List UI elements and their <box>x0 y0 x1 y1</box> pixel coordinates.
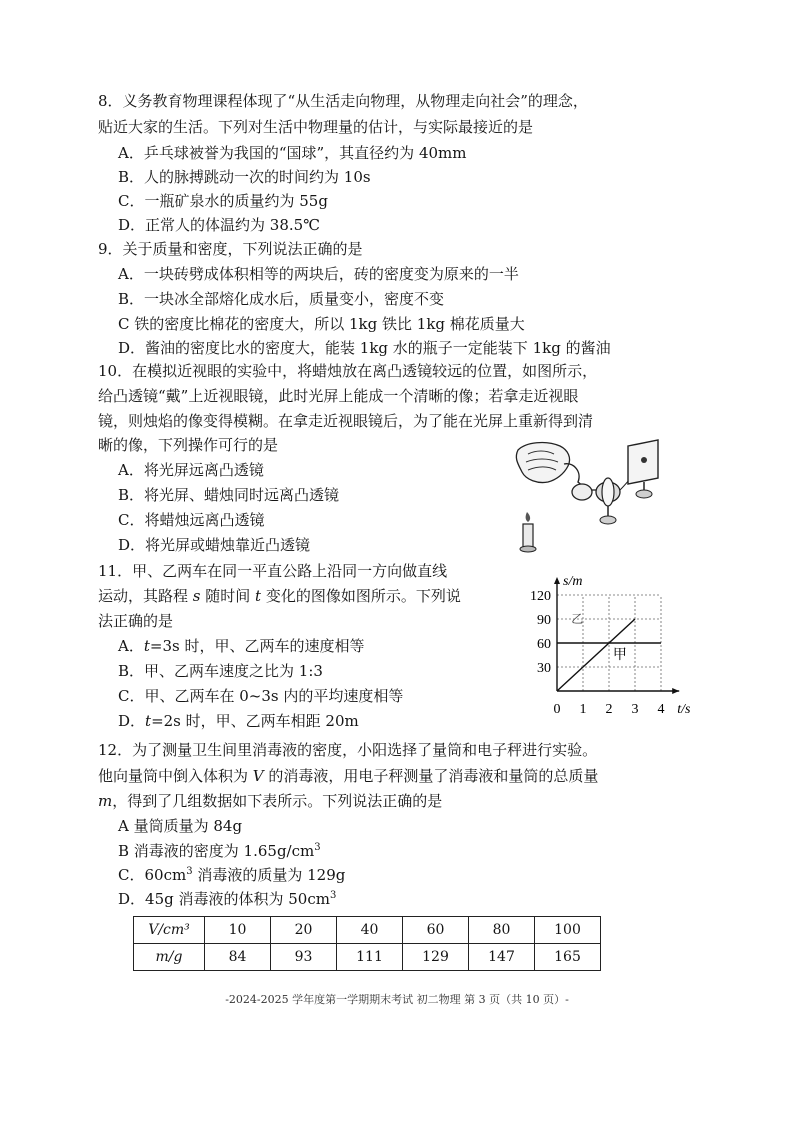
q8-stem-line1: 8．义务教育物理课程体现了“从生活走向物理，从物理走向社会”的理念， <box>98 92 588 110</box>
q12-text-part: ，得到了几组数据如下表所示。下列说法正确的是 <box>112 792 443 810</box>
superscript: 3 <box>329 890 337 901</box>
q10-option-d: D．将光屏或蜡烛靠近凸透镜 <box>118 536 311 554</box>
q9-stem: 9．关于质量和密度，下列说法正确的是 <box>98 240 363 258</box>
superscript: 3 <box>186 866 193 877</box>
q9-option-c: C 铁的密度比棉花的密度大，所以 1kg 铁比 1kg 棉花质量大 <box>118 315 525 333</box>
q10-stem-line2: 给凸透镜“戴”上近视眼镜，此时光屏上能成一个清晰的像；若拿走近视眼 <box>98 387 579 405</box>
q8-option-c: C．一瓶矿泉水的质量约为 55g <box>118 192 328 210</box>
hand-illustration <box>516 443 569 483</box>
q11-d-text: =2s 时，甲、乙两车相距 20m <box>151 712 359 730</box>
q12-option-b <box>118 840 321 862</box>
y-axis-label: s/m <box>563 574 583 589</box>
q10-stem-line4: 晰的像，下列操作可行的是 <box>98 436 279 454</box>
volume-mass-table <box>133 916 601 971</box>
convex-lens <box>602 478 614 506</box>
superscript: 3 <box>314 842 321 853</box>
table-cell: 84 <box>205 944 271 971</box>
table-cell: 147 <box>469 944 535 971</box>
q8-option-d: D．正常人的体温约为 38.5℃ <box>118 216 320 234</box>
glasses-lens-left <box>572 484 592 500</box>
y-tick-label: 120 <box>530 589 551 604</box>
q10-option-b: B．将光屏、蜡烛同时远离凸透镜 <box>118 486 340 504</box>
table-cell: 100 <box>535 917 601 944</box>
candle-icon <box>520 512 536 552</box>
q12-d-text: D．45g 消毒液的体积为 50cm <box>118 890 330 908</box>
q9-option-b: B．一块冰全部熔化成水后，质量变小，密度不变 <box>118 290 445 308</box>
table-cell: 93 <box>271 944 337 971</box>
q11-stem-line1: 11．甲、乙两车在同一平直公路上沿同一方向做直线 <box>98 562 448 580</box>
x-tick-label: 4 <box>657 702 665 717</box>
q12-b-text: B 消毒液的密度为 1.65g/cm <box>118 842 315 860</box>
screen-stand-base <box>636 490 652 498</box>
q11-a-prefix: A． <box>118 637 144 655</box>
q8-stem-line2: 贴近大家的生活。下列对生活中物理量的估计，与实际最接近的是 <box>98 118 534 136</box>
q10-stem-line1: 10．在模拟近视眼的实验中，将蜡烛放在离凸透镜较远的位置，如图所示， <box>98 362 598 380</box>
q12-c-text: 消毒液的质量为 129g <box>192 866 346 884</box>
var-m: m <box>98 792 113 810</box>
page-footer: -2024-2025 学年度第一学期期末考试 初二物理 第 3 页（共 10 页）- <box>225 993 569 1006</box>
q10-stem-line3: 镜，则烛焰的像变得模糊。在拿走近视眼镜后，为了能在光屏上重新得到清 <box>98 412 594 430</box>
q11-option-a <box>118 635 364 657</box>
y-tick-label: 60 <box>537 637 551 652</box>
q11-stem-line3: 法正确的是 <box>98 612 174 630</box>
series-label-yi: 乙 <box>571 612 584 626</box>
q12-c-text: C．60cm <box>118 866 187 884</box>
q11-option-b: B．甲、乙两车速度之比为 1:3 <box>118 662 323 680</box>
q12-option-a: A 量筒质量为 84g <box>118 817 243 835</box>
q12-text-part: 他向量筒中倒入体积为 <box>98 767 253 785</box>
q11-option-c: C．甲、乙两车在 0~3s 内的平均速度相等 <box>118 687 404 705</box>
q8-option-b: B．人的脉搏跳动一次的时间约为 10s <box>118 168 371 186</box>
table-cell: 80 <box>469 917 535 944</box>
series-label-jia: 甲 <box>612 648 627 663</box>
x-axis-arrow <box>672 688 679 694</box>
q11-text-part: 随时间 <box>200 587 256 605</box>
q11-text-part: 运动，其路程 <box>98 587 193 605</box>
q11-option-d <box>118 710 359 732</box>
x-tick-label: 2 <box>605 702 613 717</box>
x-tick-label: 0 <box>553 702 561 717</box>
q10-option-c: C．将蜡烛远离凸透镜 <box>118 511 265 529</box>
q12-text-part: 的消毒液，用电子秤测量了消毒液和量筒的总质量 <box>263 767 599 785</box>
y-tick-label: 30 <box>537 661 551 676</box>
q10-option-a: A．将光屏远离凸透镜 <box>118 461 264 479</box>
q11-text-part: 变化的图像如图所示。下列说 <box>261 587 461 605</box>
table-header-volume: V/cm³ <box>134 917 205 944</box>
table-header-mass: m/g <box>134 944 205 971</box>
y-tick-label: 90 <box>537 613 551 628</box>
table-cell: 60 <box>403 917 469 944</box>
table-row-volume <box>134 917 601 944</box>
x-tick-label: 1 <box>579 702 587 717</box>
x-tick-label: 3 <box>631 702 639 717</box>
q12-stem-line2 <box>98 765 598 787</box>
y-axis-arrow <box>554 577 560 584</box>
var-t: t <box>143 637 150 655</box>
table-cell: 40 <box>337 917 403 944</box>
q9-option-a: A．一块砖劈成体积相等的两块后，砖的密度变为原来的一半 <box>118 265 519 283</box>
q11-d-prefix: D． <box>118 712 146 730</box>
table-cell: 129 <box>403 944 469 971</box>
q12-option-c <box>118 864 345 886</box>
x-axis-label: t/s <box>677 702 691 717</box>
var-t: t <box>145 712 152 730</box>
q12-option-d <box>118 888 336 910</box>
table-cell: 20 <box>271 917 337 944</box>
q8-option-a: A．乒乓球被誉为我国的“国球”，其直径约为 40mm <box>118 144 467 162</box>
lens-stand-base <box>600 516 616 524</box>
table-cell: 165 <box>535 944 601 971</box>
q12-stem-line1: 12．为了测量卫生间里消毒液的密度，小阳选择了量筒和电子秤进行实验。 <box>98 741 598 759</box>
var-s: s <box>192 587 201 605</box>
table-cell: 111 <box>337 944 403 971</box>
q11-stem-line2 <box>98 585 461 607</box>
q9-option-d: D．酱油的密度比水的密度大，能装 1kg 水的瓶子一定能装下 1kg 的酱油 <box>118 339 611 357</box>
lens-experiment-figure <box>512 436 672 556</box>
var-v: V <box>252 767 264 785</box>
var-t: t <box>255 587 262 605</box>
q11-a-text: =3s 时，甲、乙两车的速度相等 <box>149 637 365 655</box>
table-row-mass <box>134 944 601 971</box>
table-cell: 10 <box>205 917 271 944</box>
q12-stem-line3 <box>98 790 442 812</box>
distance-time-chart <box>520 564 700 724</box>
